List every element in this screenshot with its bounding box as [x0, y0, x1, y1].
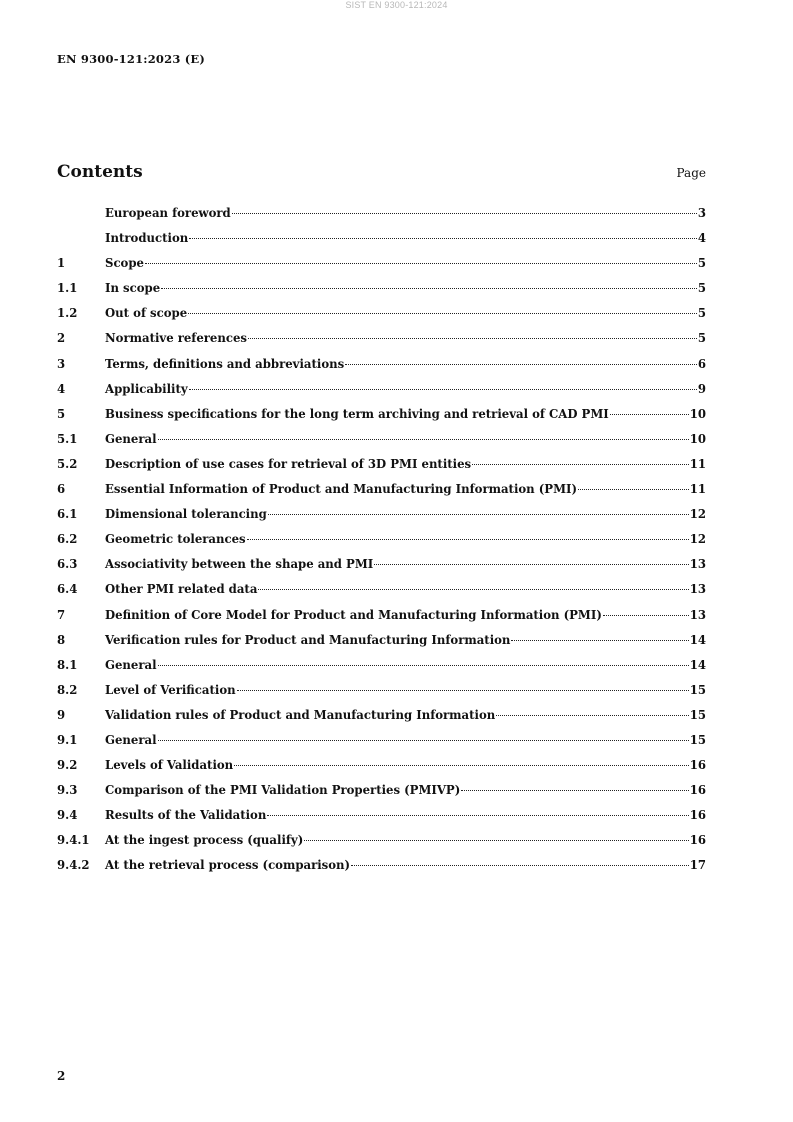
- toc-entry-number: 3: [57, 356, 66, 371]
- toc-entry-page: 17: [689, 858, 706, 873]
- toc-entry-number: 2: [57, 331, 66, 346]
- document-identifier: EN 9300-121:2023 (E): [57, 52, 205, 66]
- toc-entry-page: 16: [689, 758, 706, 773]
- toc-entry-page: 15: [689, 682, 706, 697]
- toc-dot-leader: [351, 865, 689, 866]
- toc-entry-number: 6.2: [57, 532, 78, 547]
- toc-entry-title: Applicability: [105, 381, 188, 396]
- toc-entry-title: Out of scope: [105, 306, 188, 321]
- toc-entry-page: 3: [697, 206, 706, 220]
- toc-dot-leader: [158, 439, 689, 440]
- toc-entry[interactable]: [57, 731, 706, 756]
- toc-dot-leader: [258, 589, 688, 590]
- toc-entry-number: 9.4.2: [57, 858, 90, 873]
- toc-entry-page: 13: [689, 557, 706, 572]
- toc-entry-number: 4: [57, 381, 66, 396]
- toc-entry-page: 11: [689, 482, 706, 497]
- toc-entry-number: 1.2: [57, 306, 78, 321]
- toc-entry-number: 8.2: [57, 682, 78, 697]
- toc-entry[interactable]: [57, 505, 706, 530]
- toc-entry-number: 5: [57, 406, 66, 421]
- toc-dot-leader: [248, 338, 697, 339]
- toc-dot-leader: [158, 740, 689, 741]
- toc-entry-title: Associativity between the shape and PMI: [105, 557, 374, 572]
- toc-dot-leader: [189, 238, 697, 239]
- toc-dot-leader: [232, 213, 697, 214]
- toc-entry[interactable]: [57, 631, 706, 656]
- toc-entry-title: At the retrieval process (comparison): [105, 858, 351, 873]
- toc-entry[interactable]: [57, 681, 706, 706]
- toc-entry-page: 6: [697, 356, 706, 371]
- toc-entry-number: 5.2: [57, 456, 78, 471]
- toc-entry-page: 10: [689, 431, 706, 446]
- toc-dot-leader: [247, 539, 689, 540]
- toc-entry-number: 6.3: [57, 557, 78, 572]
- toc-entry-page: 12: [689, 532, 706, 547]
- toc-entry-title: Level of Verification: [105, 682, 236, 697]
- toc-entry-page: 5: [697, 306, 706, 321]
- toc-entry-page: 15: [689, 707, 706, 722]
- toc-dot-leader: [578, 489, 689, 490]
- toc-entry-page: 5: [697, 256, 706, 271]
- toc-entry[interactable]: [57, 806, 706, 831]
- toc-entry-title: In scope: [105, 281, 161, 296]
- toc-entry-page: 5: [697, 281, 706, 296]
- toc-entry[interactable]: [57, 580, 706, 605]
- toc-dot-leader: [304, 840, 689, 841]
- toc-entry[interactable]: [57, 555, 706, 580]
- toc-entry-title: Scope: [105, 256, 144, 271]
- toc-dot-leader: [496, 715, 688, 716]
- toc-entry[interactable]: [57, 831, 706, 856]
- toc-entry[interactable]: [57, 455, 706, 480]
- toc-entry-title: Dimensional tolerancing: [105, 507, 267, 522]
- toc-entry-number: 9.4.1: [57, 833, 90, 848]
- toc-entry[interactable]: [57, 706, 706, 731]
- toc-entry-title: Business specifications for the long term archiving and retrieval of CAD PMI: [105, 406, 609, 421]
- toc-entry-number: 1: [57, 256, 66, 271]
- toc-entry-title: Geometric tolerances: [105, 532, 246, 547]
- toc-entry-title: Validation rules of Product and Manufacturing Information: [105, 707, 496, 722]
- toc-dot-leader: [161, 288, 697, 289]
- toc-entry-number: 9: [57, 707, 66, 722]
- toc-dot-leader: [461, 790, 688, 791]
- toc-entry-title: Description of use cases for retrieval of 3D PMI entities: [105, 456, 472, 471]
- toc-entry[interactable]: [57, 254, 706, 279]
- toc-entry-page: 16: [689, 833, 706, 848]
- toc-title: Contents: [57, 162, 143, 182]
- toc-entry-number: 9.1: [57, 732, 78, 747]
- toc-entry-title: Normative references: [105, 331, 247, 346]
- toc-entry[interactable]: [57, 304, 706, 329]
- toc-entry-title: General: [105, 657, 157, 672]
- toc-entry[interactable]: [57, 530, 706, 555]
- toc-entry-number: 9.2: [57, 758, 78, 773]
- watermark: SIST EN 9300-121:2024: [345, 0, 448, 10]
- toc-entry-number: 9.4: [57, 808, 78, 823]
- toc-entry[interactable]: [57, 756, 706, 781]
- toc-dot-leader: [374, 564, 689, 565]
- toc-entry-page: 13: [689, 582, 706, 597]
- toc-entry[interactable]: [57, 606, 706, 631]
- toc-dot-leader: [603, 615, 689, 616]
- toc-entry-page: 12: [689, 507, 706, 522]
- toc-entry-title: Verification rules for Product and Manufacturing Information: [105, 632, 511, 647]
- toc-entry-title: General: [105, 732, 157, 747]
- toc-dot-leader: [145, 263, 697, 264]
- toc-entry-title: At the ingest process (qualify): [105, 833, 304, 848]
- toc-dot-leader: [234, 765, 689, 766]
- toc-entry-title: Terms, definitions and abbreviations: [105, 356, 345, 371]
- toc-entry-page: 16: [689, 808, 706, 823]
- toc-entry[interactable]: [57, 279, 706, 304]
- toc-dot-leader: [237, 690, 689, 691]
- toc-entry-title: Introduction: [105, 231, 189, 246]
- toc-entry-number: 1.1: [57, 281, 78, 296]
- toc-entry-page: 9: [697, 381, 706, 396]
- toc-header: [57, 162, 706, 186]
- toc-entry[interactable]: [57, 229, 706, 254]
- toc-entry-number: 6.4: [57, 582, 78, 597]
- toc-entry[interactable]: [57, 204, 706, 229]
- toc-entry-page: 15: [689, 732, 706, 747]
- toc-entry-title: Comparison of the PMI Validation Properties (PMIVP): [105, 783, 461, 798]
- toc-list: [57, 204, 706, 882]
- toc-dot-leader: [189, 389, 697, 390]
- toc-entry-title: Essential Information of Product and Manufacturing Information (PMI): [105, 482, 577, 497]
- toc-entry[interactable]: [57, 480, 706, 505]
- toc-entry[interactable]: [57, 329, 706, 354]
- toc-entry-page: 13: [689, 607, 706, 622]
- toc-dot-leader: [158, 665, 689, 666]
- toc-entry-number: 6.1: [57, 507, 78, 522]
- toc-entry-title: Definition of Core Model for Product and Manufacturing Information (PMI): [105, 607, 602, 622]
- toc-entry-number: 7: [57, 607, 66, 622]
- toc-entry[interactable]: [57, 856, 706, 881]
- toc-dot-leader: [268, 514, 689, 515]
- toc-dot-leader: [472, 464, 689, 465]
- toc-entry-number: 8: [57, 632, 66, 647]
- toc-entry-page: 4: [697, 231, 706, 246]
- toc-entry[interactable]: [57, 430, 706, 455]
- toc-dot-leader: [511, 640, 688, 641]
- toc-entry-title: Other PMI related data: [105, 582, 258, 597]
- toc-entry-number: 5.1: [57, 431, 78, 446]
- toc-entry[interactable]: [57, 781, 706, 806]
- toc-entry-page: 14: [689, 632, 706, 647]
- toc-entry-title: Results of the Validation: [105, 808, 267, 823]
- toc-dot-leader: [267, 815, 688, 816]
- toc-entry-number: 8.1: [57, 657, 78, 672]
- toc-entry-page: 14: [689, 657, 706, 672]
- toc-entry-page: 5: [697, 331, 706, 346]
- toc-entry-number: 6: [57, 482, 66, 497]
- toc-dot-leader: [345, 364, 697, 365]
- toc-dot-leader: [188, 313, 697, 314]
- toc-entry-page: 11: [689, 456, 706, 471]
- toc-entry[interactable]: [57, 355, 706, 380]
- page-number: 2: [57, 1069, 66, 1083]
- toc-entry[interactable]: [57, 405, 706, 430]
- toc-dot-leader: [610, 414, 689, 415]
- toc-entry-number: 9.3: [57, 783, 78, 798]
- toc-entry[interactable]: [57, 656, 706, 681]
- toc-entry-title: General: [105, 431, 157, 446]
- toc-entry[interactable]: [57, 380, 706, 405]
- toc-entry-page: 16: [689, 783, 706, 798]
- toc-page-label: Page: [676, 166, 706, 180]
- toc-entry-page: 10: [689, 406, 706, 421]
- toc-entry-title: European foreword: [105, 206, 231, 220]
- toc-entry-title: Levels of Validation: [105, 758, 234, 773]
